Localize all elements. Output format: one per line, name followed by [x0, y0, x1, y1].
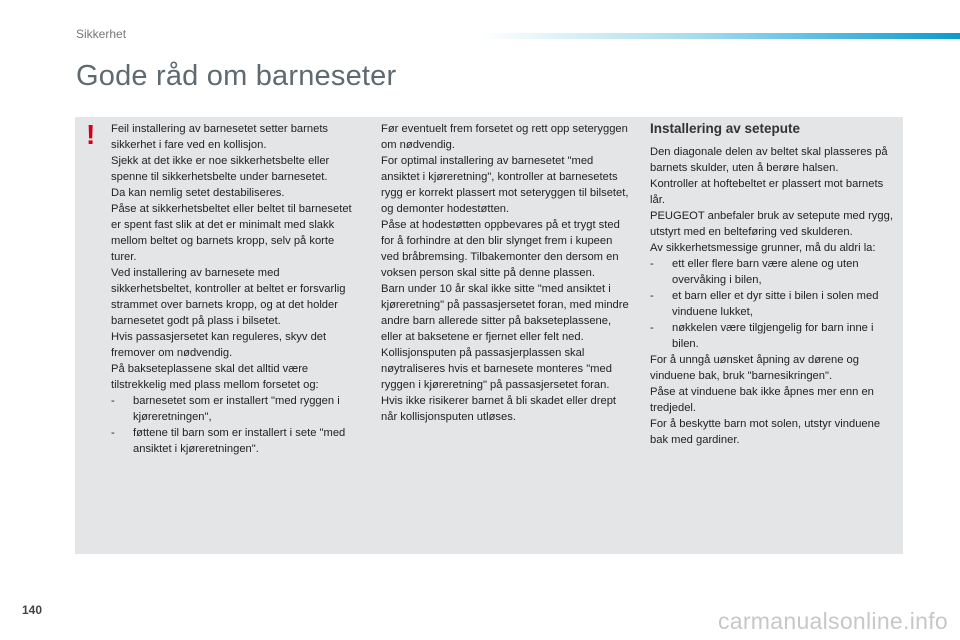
paragraph: Den diagonale delen av beltet skal plasseres på barnets skulder, uten å berøre halsen. [650, 146, 888, 174]
paragraph: Barn under 10 år skal ikke sitte "med ansiktet i kjøreretning" på passasjersetet foran, med mindre andre barn allerede sitter på bakseteplassene, eller at baksetene er fjernet eller felt ned. [381, 283, 629, 343]
list-item: - ett eller flere barn være alene og uten overvåking i bilen, [650, 256, 900, 288]
paragraph: Av sikkerhetsmessige grunner, må du aldri la: [650, 242, 876, 254]
section-label: Sikkerhet [76, 27, 127, 41]
paragraph: Da kan nemlig setet destabiliseres. [111, 187, 285, 199]
paragraph: Påse at sikkerhetsbeltet eller beltet til barnesetet er spent fast slik at det er minimalt med slakk mellom beltet og barnets kropp, selv på korte turer. [111, 203, 352, 263]
list-item: - barnesetet som er installert "med ryggen i kjøreretningen", [111, 393, 359, 425]
paragraph: Påse at hodestøtten oppbevares på et trygt sted for å forhindre at den blir slynget frem i kupeen ved bråbremsing. Tilbakemonter den dersom en voksen person skal sitte på denne plassen. [381, 219, 620, 279]
column-warning-text [111, 121, 359, 457]
warning-icon: ! [86, 119, 96, 150]
column-installation-text [381, 121, 633, 425]
paragraph: Hvis ikke risikerer barnet å bli skadet eller drept når kollisjonsputen utløses. [381, 395, 617, 423]
column-booster-seat-text [650, 144, 900, 448]
paragraph: For optimal installering av barnesetet "med ansiktet i kjøreretning", kontroller at barnesetets rygg er korrekt plassert mot seteryggen til bilsetet, og demonter hodestøtten. [381, 155, 629, 215]
paragraph: På bakseteplassene skal det alltid være tilstrekkelig med plass mellom forsetet og: [111, 363, 319, 391]
page-number: 140 [22, 603, 43, 617]
header-accent-rule [480, 33, 960, 39]
list-item: - et barn eller et dyr sitte i bilen i solen med vinduene lukket, [650, 288, 900, 320]
paragraph: Sjekk at det ikke er noe sikkerhetsbelte eller spenne til sikkerhetsbelte under barnesetet. [111, 155, 330, 183]
list-item: - nøkkelen være tilgjengelig for barn inne i bilen. [650, 320, 900, 352]
paragraph: For å beskytte barn mot solen, utstyr vinduene bak med gardiner. [650, 418, 881, 446]
dash-list [111, 393, 359, 457]
dash-list [650, 256, 900, 352]
watermark: carmanualsonline.info [717, 608, 948, 634]
paragraph: Hvis passasjersetet kan reguleres, skyv det fremover om nødvendig. [111, 331, 327, 359]
list-item: - føttene til barn som er installert i sete "med ansiktet i kjøreretningen". [111, 425, 359, 457]
paragraph: Feil installering av barnesetet setter barnets sikkerhet i fare ved en kollisjon. [111, 123, 329, 151]
paragraph: Kontroller at hoftebeltet er plassert mot barnets lår. [650, 178, 884, 206]
paragraph: Ved installering av barnesete med sikkerhetsbeltet, kontroller at beltet er forsvarlig strammet over barnets kropp, og at det holder barnesetet godt på plass i bilsetet. [111, 267, 346, 327]
paragraph: PEUGEOT anbefaler bruk av setepute med rygg, utstyrt med en belteføring ved skulderen. [650, 210, 893, 238]
page-title: Gode råd om barneseter [76, 60, 397, 92]
paragraph: Påse at vinduene bak ikke åpnes mer enn en tredjedel. [650, 386, 874, 414]
paragraph: For å unngå uønsket åpning av dørene og vinduene bak, bruk "barnesikringen". [650, 354, 859, 382]
paragraph: Kollisjonsputen på passasjerplassen skal nøytraliseres hvis et barnesete monteres "med ryggen i kjøreretning" på passasjersetet foran. [381, 347, 612, 391]
section-heading: Installering av setepute [650, 121, 801, 136]
paragraph: Før eventuelt frem forsetet og rett opp seteryggen om nødvendig. [381, 123, 628, 151]
